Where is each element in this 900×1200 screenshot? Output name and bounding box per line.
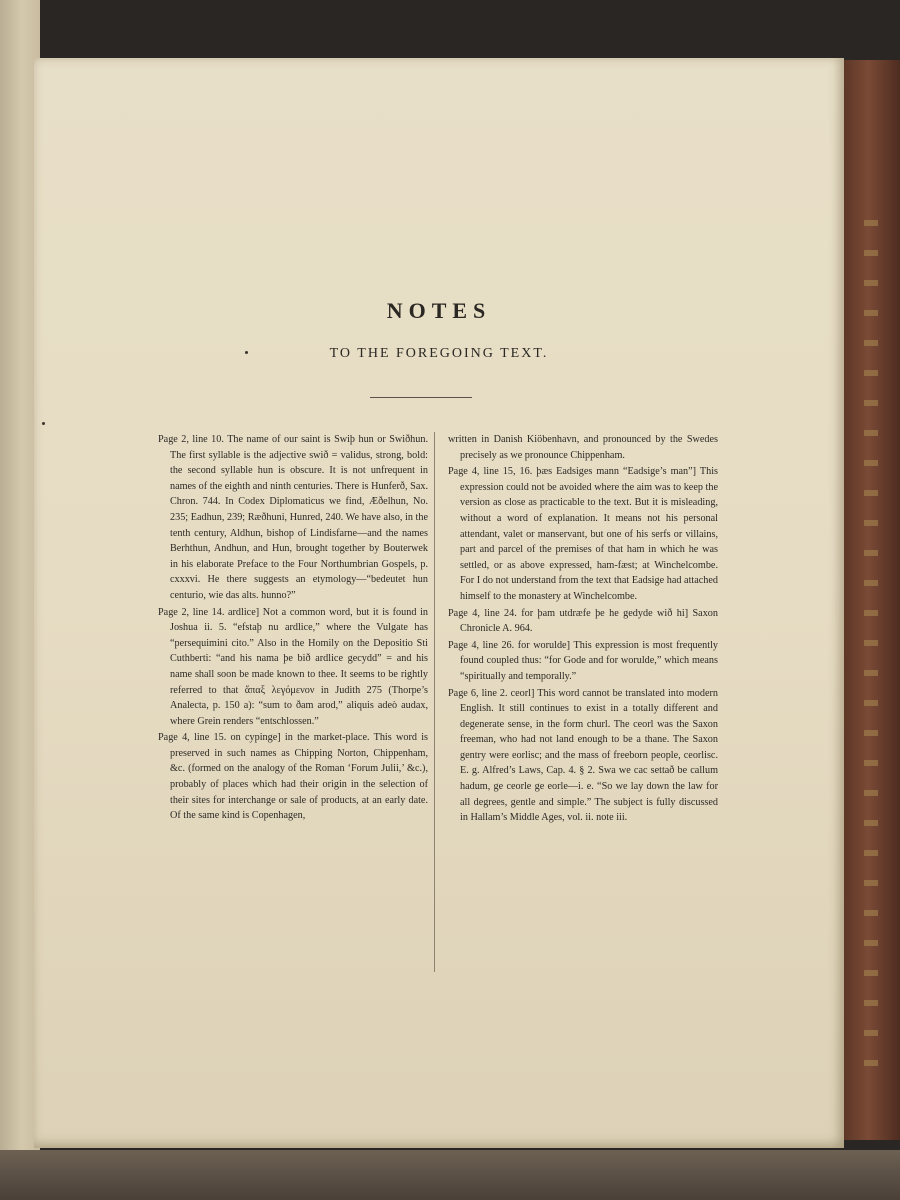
spine-gilt-lettering bbox=[864, 220, 878, 1080]
note-paragraph: Page 4, line 15. on cypinge] in the market-place. This word is preserved in such names as Chipping Norton, Chippenham, &c. (formed on the analogy of the Roman ‘Forum Julii,’ &c.), probably of places which had their origin in the selection of their sites for interchange or sale of products, at an early date. Of the same kind is Copenhagen, bbox=[158, 732, 428, 822]
title-block bbox=[34, 298, 844, 362]
notes-columns bbox=[158, 432, 718, 972]
note-paragraph: Page 6, line 2. ceorl] This word cannot be translated into modern English. It still continues to exist in a totally different and degenerate sense, in the form churl. The ceorl was the Saxon freeman, who had not land enough to be a thane. The Saxon gentry were eorlisc; and the mass of freeborn people, ceorlisc. E. g. Alfred’s Laws, Cap. 4. § 2. Swa we cac settað be callum hadum, ge ceorle ge eorle—i. e. “So we lay down the law for all degrees, gentle and simple.” The subject is fully discussed in Hallam’s Middle Ages, vol. ii. note iii. bbox=[448, 687, 718, 824]
page-subtitle: TO THE FOREGOING TEXT. bbox=[329, 346, 549, 361]
ink-mark bbox=[42, 422, 45, 425]
note-paragraph: Page 4, line 26. for woruldе] This expression is most frequently found coupled thus: “for Gode and for worulde,” which means “spiritually and temporally.” bbox=[448, 639, 718, 682]
note-paragraph: Page 4, line 24. for þam utdræfe þe he gedyde wið hi] Saxon Chronicle A. 964. bbox=[448, 607, 718, 635]
book-page bbox=[34, 58, 844, 1148]
right-column bbox=[448, 432, 718, 972]
ink-mark bbox=[245, 351, 248, 354]
note-paragraph: written in Danish Kiöbenhavn, and pronounced by the Swedes precisely as we pronounce Chippenham. bbox=[448, 434, 718, 461]
left-column bbox=[158, 432, 435, 972]
table-surface bbox=[0, 1150, 900, 1200]
note-paragraph: Page 2, line 14. ardlice] Not a common word, but it is found in Joshua ii. 5. “efstaþ nu ardlice,” where the Vulgate has “persequimini cito.” Also in the Homily on the Depositio Sti Cuthberti: “and his nama þe bið ardlice gecydd” = and his name shall soon be made known to thee. It seems to be rightly referred to that ἅπαξ λεγόμενον in Judith 275 (Thorpe’s Analecta, p. 150 a): “sum to ðam arod,” aliquis adeò audax, where Grein renders “entschlossen.” bbox=[158, 606, 428, 727]
title-rule bbox=[370, 397, 472, 398]
note-paragraph: Page 2, line 10. The name of our saint is Swiþ hun or Swiðhun. The first syllable is the adjective swið = validus, strong, bold: the second syllable hun is obscure. It is not unfrequent in names of the eighth and ninth centuries. There is Hunferð, Sax. Chron. 744. In Codex Diplomaticus we find, Æðelhun, No. 235; Eadhun, 239; Ræðhuni, Hunred, 240. We have also, in the tenth century, Aldhun, bishop of Lindisfarne—and the names Berhthun, Andhun, and Hun, brought together by Bouterwek in his elaborate Preface to the Four Northumbrian Gospels, p. cxxxvi. He there suggests an etymology—“bedeutet hun centurio, wie das alts. hunno?” bbox=[158, 434, 428, 601]
page-title: NOTES bbox=[386, 298, 492, 323]
note-paragraph: Page 4, line 15, 16. þæs Eadsiges mann “Eadsige’s man”] This expression could not be avoided where the aim was to keep the version as close as practicable to the text. But it is misleading, without a word of explanation. It means not his personal attendant, valet or manservant, but one of his serfs or villains, part and parcel of the premises of that ham in which he was settled, or as above expressed, ham-fæst; at Winchelcombe. For I do not understand from the text that Eadsige had attached himself to the monastery at Winchelcombe. bbox=[448, 466, 718, 602]
book-spine bbox=[842, 60, 900, 1140]
